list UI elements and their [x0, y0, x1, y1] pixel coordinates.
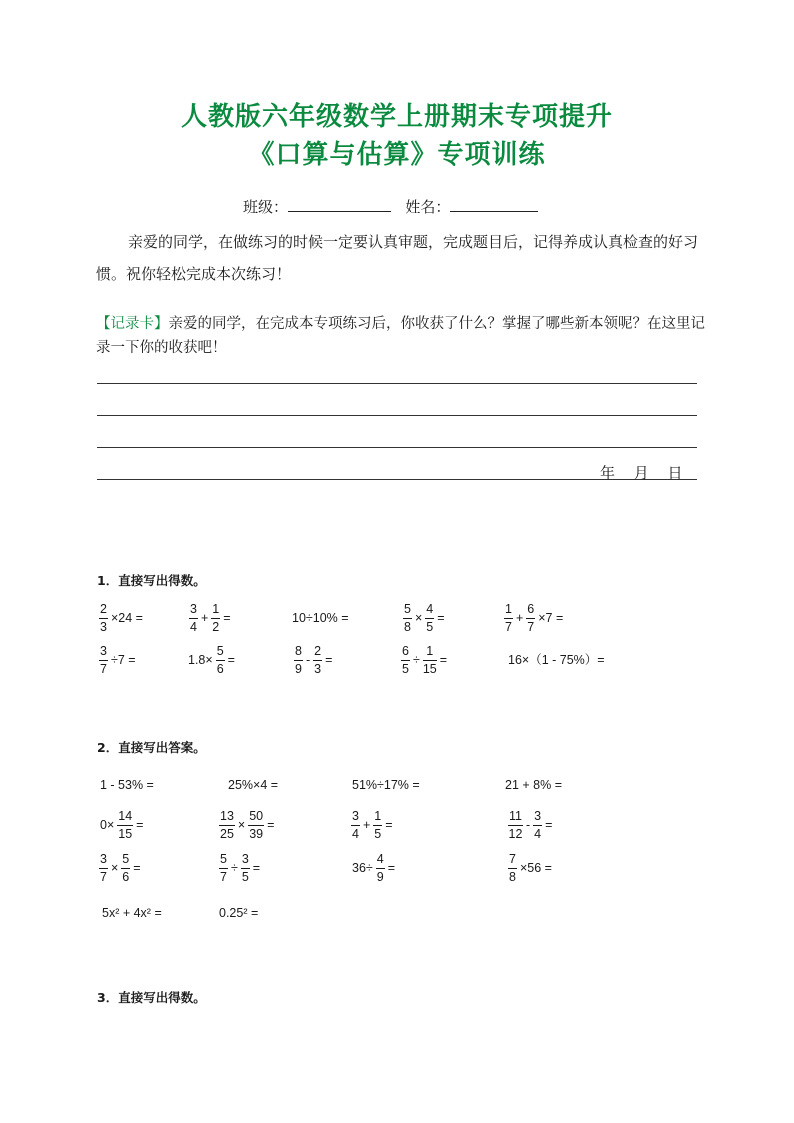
math-text: = [227, 652, 235, 667]
math-text: = [136, 817, 144, 832]
denominator: 7 [100, 661, 107, 676]
denominator: 3 [100, 619, 107, 634]
class-blank[interactable] [288, 197, 391, 212]
denominator: 4 [190, 619, 197, 634]
denominator: 6 [216, 661, 224, 676]
math-text: - [305, 652, 311, 667]
numerator: 5 [121, 853, 130, 869]
section-title-3: 3．直接写出得数。 [97, 990, 206, 1005]
math-text: × [414, 610, 423, 625]
math-text: + [362, 817, 371, 832]
math-problem [503, 603, 565, 633]
numerator: 2 [313, 645, 322, 661]
denominator: 7 [505, 619, 512, 634]
math-problem [98, 779, 156, 792]
math-text: ÷7 = [110, 652, 136, 667]
math-text: - [525, 817, 531, 832]
denominator: 2 [212, 619, 220, 634]
numerator: 7 [508, 853, 517, 869]
denominator: 5 [402, 661, 409, 676]
numerator: 3 [351, 810, 360, 826]
fraction [211, 603, 220, 633]
record-text: 亲爱的同学，在完成本专项练习后，你收获了什么？掌握了哪些新本领呢？在这里记录一下你的收获吧！ [96, 316, 705, 356]
fraction [248, 810, 264, 840]
record-line[interactable] [97, 447, 697, 448]
math-text: ÷ [230, 860, 238, 875]
math-text: = [439, 652, 448, 667]
fraction [99, 645, 108, 675]
math-text: = [223, 610, 231, 625]
math-text: 36÷ [352, 860, 373, 875]
denominator: 9 [295, 661, 302, 676]
math-problem [98, 645, 138, 675]
denominator: 7 [527, 619, 535, 634]
numerator: 5 [219, 853, 228, 869]
denominator: 3 [314, 661, 322, 676]
math-problem [503, 779, 564, 792]
math-text: 16×（1 - 75%）= [508, 653, 605, 668]
fraction [508, 810, 523, 840]
fraction [241, 853, 250, 883]
fraction [189, 603, 198, 633]
math-problem [98, 853, 143, 883]
numerator: 1 [211, 603, 220, 619]
math-problem [100, 907, 164, 920]
math-text: ×24 = [110, 610, 143, 625]
math-text: 5x² + 4x² = [102, 906, 162, 921]
denominator: 7 [100, 869, 107, 884]
math-text: = [387, 860, 396, 875]
numerator: 3 [189, 603, 198, 619]
fraction [425, 603, 434, 633]
page-title-line2: 《口算与估算》专项训练 [248, 140, 546, 170]
math-text: 0× [100, 817, 115, 832]
math-problem [507, 810, 554, 840]
fraction [216, 645, 225, 675]
numerator: 1 [373, 810, 382, 826]
denominator: 8 [509, 869, 516, 884]
name-blank[interactable] [450, 197, 538, 212]
math-problem [98, 810, 145, 840]
denominator: 4 [352, 826, 359, 841]
fraction [219, 810, 235, 840]
numerator: 3 [241, 853, 250, 869]
name-label: 姓名： [405, 198, 451, 216]
intro-text: 亲爱的同学，在做练习的时候一定要认真审题，完成题目后，记得养成认真检查的好习惯。祝你轻松完成本次练习！ [96, 233, 699, 283]
record-line[interactable] [97, 383, 697, 384]
fraction [403, 603, 412, 633]
denominator: 39 [249, 826, 264, 841]
math-text: 25%×4 = [228, 778, 279, 793]
math-problem [350, 810, 395, 840]
math-text: + [200, 610, 209, 625]
fraction [533, 810, 542, 840]
math-text: = [252, 860, 261, 875]
section-title-2: 2．直接写出答案。 [97, 740, 206, 755]
math-text: × [110, 860, 119, 875]
numerator: 3 [99, 645, 108, 661]
class-label: 班级： [243, 198, 289, 216]
denominator: 4 [534, 826, 542, 841]
fraction [423, 645, 437, 675]
math-problem [350, 779, 422, 792]
fraction [526, 603, 535, 633]
numerator: 11 [508, 810, 523, 826]
math-text: 21 + 8% = [505, 778, 562, 793]
page-title-line1: 人教版六年级数学上册期末专项提升 [180, 102, 613, 132]
fraction [99, 603, 108, 633]
fraction [219, 853, 228, 883]
math-text: ÷ [412, 652, 420, 667]
numerator: 1 [504, 603, 513, 619]
math-problem [226, 779, 280, 792]
math-problem [218, 853, 262, 883]
math-problem [218, 810, 276, 840]
record-tag: 【记录卡】 [96, 316, 169, 332]
denominator: 6 [122, 869, 130, 884]
math-text: = [545, 817, 553, 832]
math-text: = [267, 817, 275, 832]
numerator: 4 [376, 853, 385, 869]
denominator: 5 [374, 826, 382, 841]
math-problem [402, 603, 447, 633]
denominator: 12 [508, 826, 523, 841]
student-info [243, 196, 538, 217]
denominator: 5 [241, 869, 249, 884]
math-problem [293, 645, 334, 675]
numerator: 5 [403, 603, 412, 619]
fraction [401, 645, 410, 675]
math-text: 51%÷17% = [352, 778, 420, 793]
fraction [373, 810, 382, 840]
fraction [117, 810, 133, 840]
math-text: = [133, 860, 141, 875]
math-text: 10÷10% = [292, 611, 349, 626]
section-title-1: 1．直接写出得数。 [97, 573, 206, 588]
math-text: 1.8× [188, 652, 213, 667]
math-problem [186, 645, 237, 675]
numerator: 8 [294, 645, 303, 661]
math-problem [188, 603, 233, 633]
numerator: 3 [99, 853, 108, 869]
math-problem [506, 654, 607, 667]
numerator: 1 [423, 645, 437, 661]
denominator: 15 [118, 826, 133, 841]
math-problem [290, 612, 351, 625]
math-text: = [385, 817, 393, 832]
math-problem [350, 853, 397, 883]
date-label: 年 月 日 [600, 464, 683, 482]
numerator: 6 [401, 645, 410, 661]
fraction [508, 853, 517, 883]
fraction [504, 603, 513, 633]
math-text: = [325, 652, 333, 667]
fraction [121, 853, 130, 883]
fraction [294, 645, 303, 675]
fraction [376, 853, 385, 883]
denominator: 25 [220, 826, 234, 841]
math-text: = [437, 610, 445, 625]
math-problem [217, 907, 260, 920]
math-text: 1 - 53% = [100, 778, 154, 793]
math-problem [98, 603, 145, 633]
numerator: 14 [117, 810, 133, 826]
denominator: 15 [422, 661, 437, 676]
fraction [313, 645, 322, 675]
math-text: ×7 = [538, 610, 564, 625]
math-problem [507, 853, 554, 883]
math-text: × [237, 817, 246, 832]
fraction [99, 853, 108, 883]
math-text: 0.25² = [219, 906, 259, 921]
numerator: 6 [526, 603, 535, 619]
numerator: 3 [533, 810, 542, 826]
record-card [96, 312, 711, 360]
math-problem [400, 645, 449, 675]
numerator: 4 [425, 603, 434, 619]
denominator: 7 [220, 869, 227, 884]
numerator: 5 [216, 645, 225, 661]
numerator: 13 [219, 810, 235, 826]
numerator: 2 [99, 603, 108, 619]
math-text: ×56 = [519, 860, 552, 875]
denominator: 9 [376, 869, 384, 884]
record-line[interactable] [97, 415, 697, 416]
denominator: 5 [426, 619, 434, 634]
numerator: 50 [248, 810, 264, 826]
fraction [351, 810, 360, 840]
denominator: 8 [404, 619, 411, 634]
math-text: + [515, 610, 524, 625]
